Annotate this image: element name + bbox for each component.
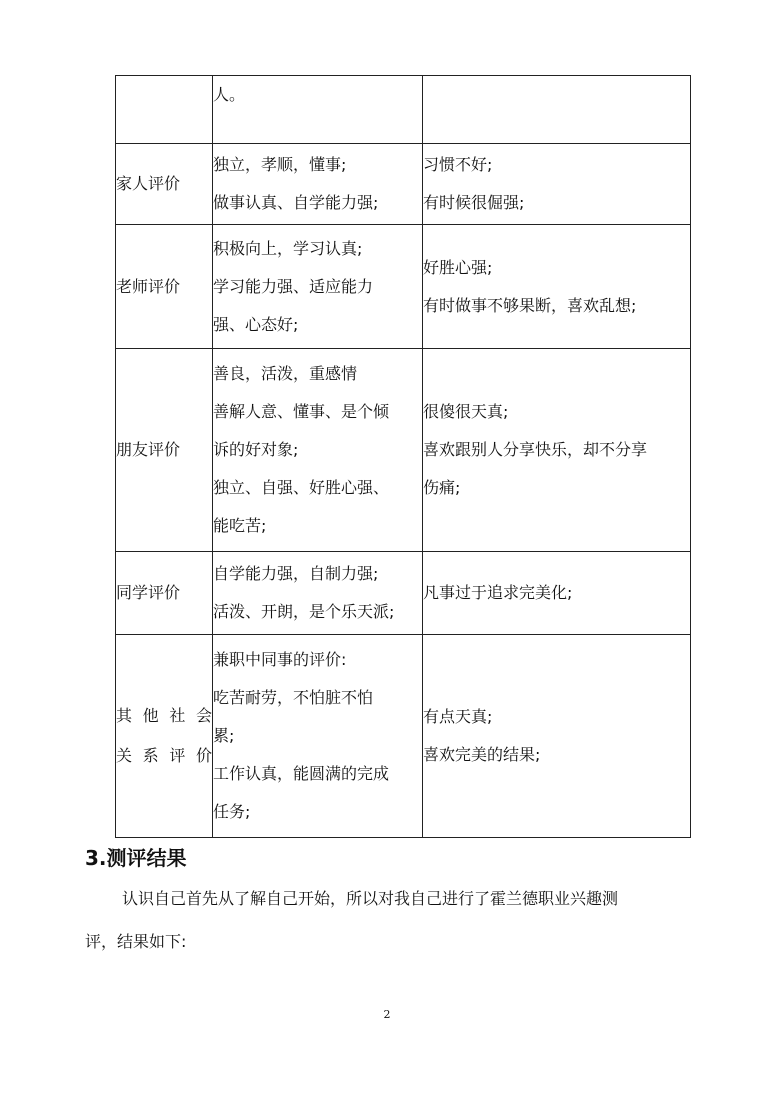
table-row [116, 552, 691, 635]
paragraph-line: 认识自己首先从了解自己开始，所以对我自己进行了霍兰德职业兴趣测 [122, 889, 619, 908]
strength-line: 工作认真，能圆满的完成 [213, 764, 390, 783]
category-cell: 家人评价 [116, 144, 213, 225]
strength-line: 自学能力强，自制力强; [213, 564, 379, 583]
strengths-cell [213, 349, 423, 552]
category-cell: 朋友评价 [116, 349, 213, 552]
weakness-line: 习惯不好; [423, 155, 493, 174]
table-row [116, 349, 691, 552]
category-line: 关系评价 [116, 746, 212, 765]
strengths-cell [213, 552, 423, 635]
strength-line: 积极向上，学习认真; [213, 238, 363, 258]
strength-line: 人。 [213, 85, 246, 104]
strengths-cell [213, 635, 423, 838]
evaluation-table [115, 75, 691, 838]
strength-line: 任务; [213, 802, 251, 821]
weakness-line: 喜欢完美的结果; [423, 745, 541, 764]
strength-line: 强、心态好; [213, 314, 299, 334]
section-heading: 3.测评结果 [85, 846, 187, 870]
weaknesses-cell [423, 144, 691, 225]
strength-line: 善良，活泼，重感情 [213, 364, 358, 383]
strength-line: 累; [213, 726, 235, 745]
table-row [116, 635, 691, 838]
weaknesses-cell [423, 349, 691, 552]
category-line: 其他社会 [116, 706, 212, 725]
weakness-line: 好胜心强; [423, 257, 493, 277]
table-row [116, 225, 691, 349]
strengths-cell [213, 76, 423, 144]
table-row [116, 144, 691, 225]
weakness-line: 喜欢跟别人分享快乐，却不分享 [423, 440, 648, 459]
weakness-line: 有时候很倔强; [423, 193, 525, 212]
strengths-cell [213, 144, 423, 225]
strength-line: 做事认真、自学能力强; [213, 193, 379, 212]
strength-line: 诉的好对象; [213, 440, 299, 459]
weakness-line: 有时做事不够果断，喜欢乱想; [423, 295, 637, 315]
strength-line: 独立，孝顺，懂事; [213, 155, 347, 174]
strength-line: 吃苦耐劳，不怕脏不怕 [213, 688, 374, 707]
weaknesses-cell [423, 76, 691, 144]
weakness-line: 有点天真; [423, 707, 493, 726]
strength-line: 独立、自强、好胜心强、 [213, 478, 390, 497]
weakness-line: 很傻很天真; [423, 402, 509, 421]
category-cell: 老师评价 [116, 225, 213, 349]
strengths-cell [213, 225, 423, 349]
category-cell: 同学评价 [116, 552, 213, 635]
weaknesses-cell [423, 552, 691, 635]
strength-line: 能吃苦; [213, 516, 267, 535]
weaknesses-cell [423, 635, 691, 838]
strength-line: 学习能力强、适应能力 [213, 276, 374, 296]
table-row [116, 76, 691, 144]
strength-line: 活泼、开朗，是个乐天派; [213, 602, 395, 621]
strength-line: 善解人意、懂事、是个倾 [213, 402, 390, 421]
weaknesses-cell [423, 225, 691, 349]
category-cell [116, 76, 213, 144]
weakness-line: 伤痛; [423, 478, 461, 497]
weakness-line: 凡事过于追求完美化; [423, 583, 573, 602]
page-number: 2 [383, 1008, 391, 1021]
paragraph-line: 评，结果如下: [85, 932, 187, 951]
category-cell [116, 635, 213, 838]
strength-line: 兼职中同事的评价: [213, 650, 347, 669]
